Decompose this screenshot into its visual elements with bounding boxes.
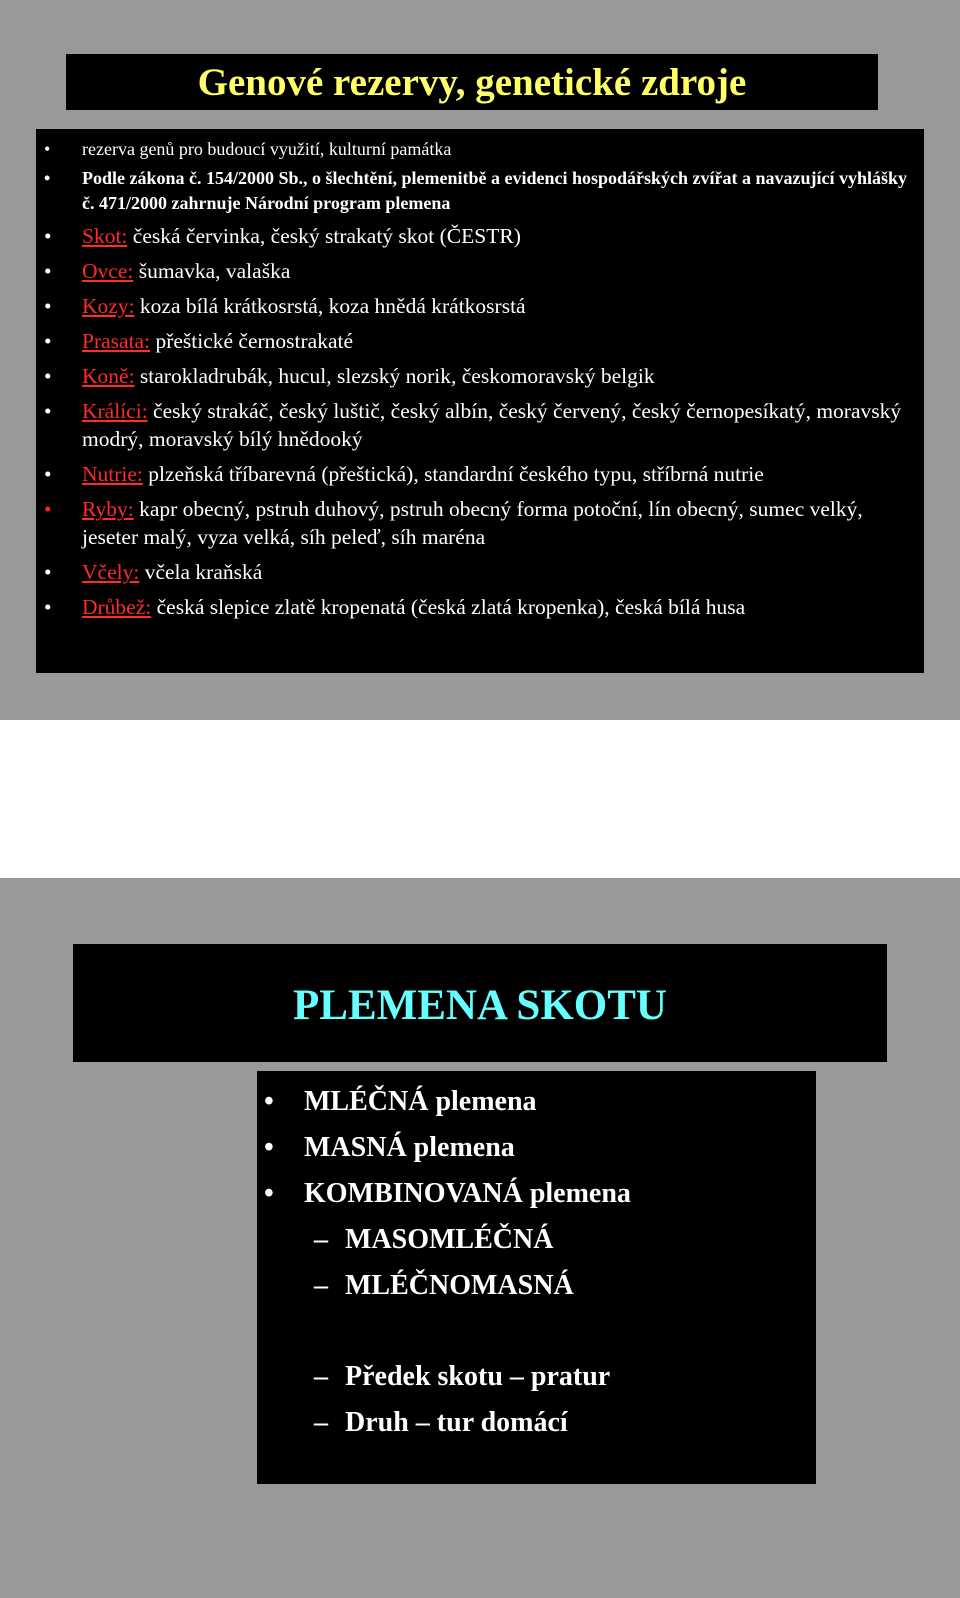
category-label: Skot: xyxy=(82,224,128,248)
category-item-poultry xyxy=(36,593,924,621)
category-text: kapr obecný, pstruh duhový, pstruh obecný forma potoční, lín obecný, sumec velký, jeseter malý, vyza velká, síh peleď, síh maréna xyxy=(82,497,863,549)
category-text: plzeňská tříbarevná (přeštická), standardní českého typu, stříbrná nutrie xyxy=(142,462,764,486)
slide2-bullet-list xyxy=(257,1071,816,1446)
category-text: koza bílá krátkosrstá, koza hnědá krátkosrstá xyxy=(134,294,526,318)
category-item-sheep xyxy=(36,257,924,285)
category-item-pigs xyxy=(36,327,924,355)
slide1-bullet-list xyxy=(36,129,924,621)
category-label: Ovce: xyxy=(82,259,134,283)
category-text: přeštické černostrakaté xyxy=(150,329,354,353)
category-item-horses xyxy=(36,362,924,390)
category-item-goats xyxy=(36,292,924,320)
category-label: Králíci: xyxy=(82,399,148,423)
slide2-content-box xyxy=(257,1071,816,1484)
category-item-fish xyxy=(36,495,924,551)
category-text: starokladrubák, hucul, slezský norik, českomoravský belgik xyxy=(134,364,655,388)
breed-group-beef: • MASNÁ plemena xyxy=(257,1125,816,1171)
slide2-title: PLEMENA SKOTU xyxy=(73,944,887,1062)
intro-item-1: • rezerva genů pro budoucí využití, kulturní památka xyxy=(36,137,924,162)
breed-group-combined: • KOMBINOVANÁ plemena xyxy=(257,1171,816,1217)
category-text: šumavka, valaška xyxy=(133,259,291,283)
note-species: – Druh – tur domácí xyxy=(257,1400,816,1446)
category-item-cattle xyxy=(36,222,924,250)
category-text: včela kraňská xyxy=(139,560,263,584)
slide1-content-box xyxy=(36,129,924,673)
category-text: český strakáč, český luštič, český albín, český červený, český černopesíkatý, moravský modrý, moravský bílý hnědooký xyxy=(82,399,902,451)
category-item-rabbits xyxy=(36,397,924,453)
intro-item-2: • Podle zákona č. 154/2000 Sb., o šlechtění, plemenitbě a evidenci hospodářských zvířat a navazující vyhlášky č. 471/2000 zahrnuje Národní program plemena xyxy=(36,166,924,216)
slide-genetic-reserves xyxy=(0,0,960,720)
category-label: Včely: xyxy=(82,560,140,584)
category-text: česká červinka, český strakatý skot (ČESTR) xyxy=(127,224,521,248)
breed-group-dairy: • MLÉČNÁ plemena xyxy=(257,1079,816,1125)
slide1-title: Genové rezervy, genetické zdroje xyxy=(66,54,878,110)
slide-cattle-breeds xyxy=(0,878,960,1598)
category-label: Kozy: xyxy=(82,294,135,318)
subgroup-dairy-meat: – MLÉČNOMASNÁ xyxy=(257,1263,816,1309)
category-text: česká slepice zlatě kropenatá (česká zlatá kropenka), česká bílá husa xyxy=(151,595,746,619)
subgroup-meat-dairy: – MASOMLÉČNÁ xyxy=(257,1217,816,1263)
category-item-bees xyxy=(36,558,924,586)
category-item-nutria xyxy=(36,460,924,488)
note-ancestor: – Předek skotu – pratur xyxy=(257,1354,816,1400)
category-label: Prasata: xyxy=(82,329,151,353)
category-label: Nutrie: xyxy=(82,462,143,486)
category-label: Ryby: xyxy=(82,497,134,521)
category-label: Drůbež: xyxy=(82,595,152,619)
category-label: Koně: xyxy=(82,364,135,388)
